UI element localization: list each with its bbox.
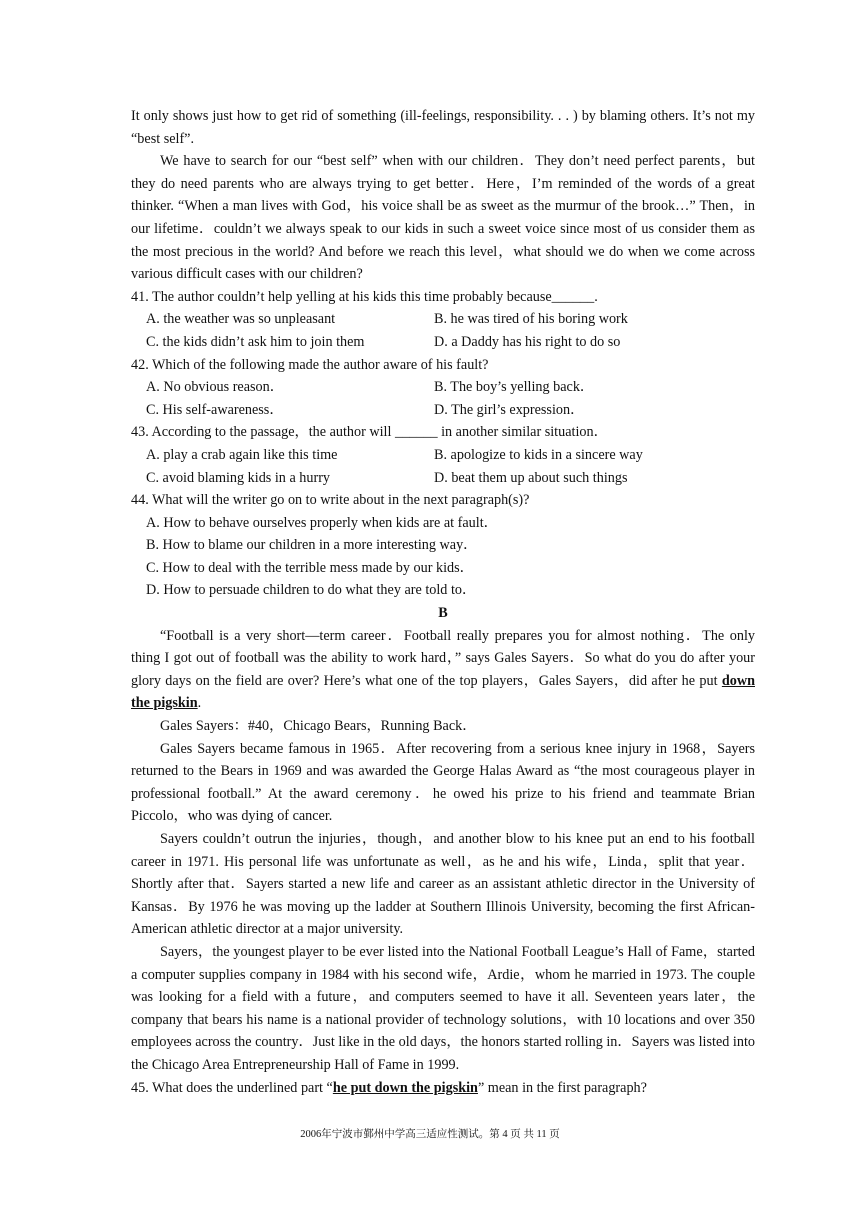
question-41 [131,286,755,354]
page-footer: 2006年宁波市鄞州中学高三适应性测试。第 4 页 共 11 页 [300,1129,560,1140]
option-c: C. His self-awareness． [146,401,284,418]
option-d: D. How to persuade children to do what they are told to． [146,582,477,599]
question-stem: 42. Which of the following made the author aware of his fault? [131,356,489,373]
question-43 [131,421,755,489]
passage-a-paragraph-2: We have to search for our “best self” when with our children．They don’t need perfect parents，but they do need parents who are always trying to get better．Here，I’m reminded of the words of a great thinker. “When a man lives with God，his voice shall be as sweet as the murmur of the brook…” Then，in our lifetime．couldn’t we always speak to our kids in such a sweet voice since most of us consider them as the most precious in the world? And before we reach this level，what should we do when we come across various difficult cases with our children? [131,153,755,283]
question-options [131,308,755,353]
question-stem: 41. The author couldn’t help yelling at his kids this time probably because______. [131,288,598,305]
question-text: 45. What does the underlined part “ [131,1079,333,1096]
question-options [131,444,755,489]
option-b: B. he was tired of his boring work [434,311,628,328]
section-b-paragraph-1 [131,625,755,715]
option-a: A. play a crab again like this time [146,446,338,463]
section-b-paragraph-4: Sayers couldn’t outrun the injuries，though，and another blow to his knee put an end to his football career in 1971. His personal life was unfortunate as well，as he and his wife，Linda，split that year．Shortly after that．Sayers started a new life and career as an assistant athletic director in the University of Kansas．By 1976 he was moving up the ladder at Southern Illinois University, becoming the first African-American athletic director at a major university. [131,831,755,938]
section-b-paragraph-5: Sayers，the youngest player to be ever listed into the National Football League’s Hall of Fame，started a computer supplies company in 1984 with his second wife，Ardie，whom he married in 1973. The couple was looking for a field with a future，and computers seemed to have it all. Seventeen years later，the company that bears his name is a national provider of technology solutions，with 10 locations and over 350 employees across the country．Just like in the old days，the honors started rolling in．Sayers was listed into the Chicago Area Entrepreneurship Hall of Fame in 1999. [131,943,755,1073]
underlined-phrase: he put down the pigskin [332,1079,478,1096]
underlined-phrase: down the pigskin [131,672,755,712]
option-b: B. How to blame our children in a more interesting way． [146,537,478,554]
question-options [131,512,755,602]
option-c: C. How to deal with the terrible mess made by our kids． [146,559,474,576]
passage-a-paragraph-1: It only shows just how to get rid of something (ill-feelings, responsibility. . . ) by blaming others. It’s not my “best self”. [131,108,755,147]
page-content [131,105,755,1099]
option-b: B. The boy’s yelling back． [434,379,595,396]
option-b: B. apologize to kids in a sincere way [434,446,643,463]
question-text: ” mean in the first paragraph? [477,1079,647,1096]
question-42 [131,354,755,422]
option-a: A. How to behave ourselves properly when kids are at fault． [146,514,498,531]
question-options [131,376,755,421]
question-stem: 44. What will the writer go on to write about in the next paragraph(s)? [131,492,530,509]
section-b-title: B [438,605,448,622]
option-a: A. No obvious reason． [146,379,284,396]
question-44 [131,489,755,602]
option-d: D. The girl’s expression． [434,401,585,418]
option-c: C. avoid blaming kids in a hurry [146,469,331,486]
question-45-stem [131,1077,755,1100]
paragraph-text: “Football is a very short—term career．Football really prepares you for almost nothing．The only thing I got out of football was the ability to work hard，” says Gales Sayers．So what do you do after your glory days on the field are over? Here’s what one of the top players，Gales Sayers，did after he put [131,627,755,689]
section-b-paragraph-3: Gales Sayers became famous in 1965．After recovering from a serious knee injury in 1968，Sayers returned to the Bears in 1969 and was awarded the George Halas Award as “the most courageous player in professional football.” At the award ceremony．he owed his prize to his friend and teammate Brian Piccolo，who was dying of cancer. [131,740,755,825]
section-b-paragraph-2: Gales Sayers：#40，Chicago Bears，Running Back． [160,718,477,735]
question-stem: 43. According to the passage，the author will ______ in another similar situation． [131,424,608,441]
paragraph-text: . [197,695,202,712]
option-d: D. beat them up about such things [434,469,628,486]
option-c: C. the kids didn’t ask him to join them [146,333,365,350]
option-a: A. the weather was so unpleasant [146,311,336,328]
option-d: D. a Daddy has his right to do so [434,333,621,350]
